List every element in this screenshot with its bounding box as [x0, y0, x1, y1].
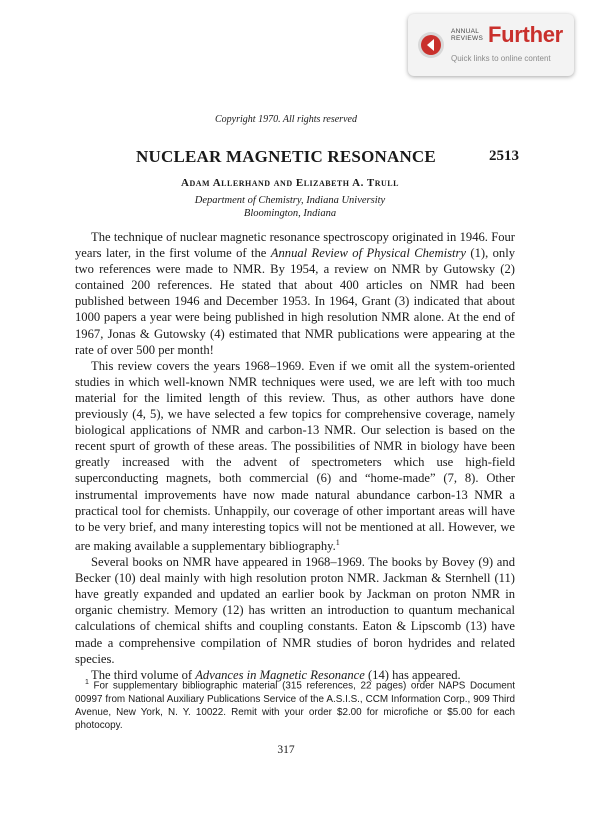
footnote-mark: 1	[85, 679, 89, 686]
article-number: 2513	[489, 148, 519, 164]
book-title: Advances in Magnetic Resonance	[195, 667, 365, 682]
footnote: $^1$ For supplementary bibliographic material (315 references, 22 pages) order NAPS Document 00997 from National Auxiliary Publications Service of the A.S.I.S., CCM Information Corp., 909 Third Avenue, New York, N. Y. 10022. Remit with your order $2.00 for microfiche or $5.00 for each photocopy.	[75, 679, 515, 731]
authors: Adam Allerhand and Elizabeth A. Trull	[181, 177, 399, 189]
affiliation-department: Department of Chemistry, Indiana University	[194, 195, 386, 206]
further-brand[interactable]: Further	[488, 22, 563, 47]
further-widget[interactable]	[408, 14, 574, 76]
further-subtitle: Quick links to online content	[451, 54, 551, 63]
article-title: NUCLEAR MAGNETIC RESONANCE	[136, 147, 436, 166]
annual-reviews-logo: ANNUAL REVIEWS	[451, 28, 484, 42]
footnote-ref[interactable]: 1	[335, 537, 340, 547]
journal-title: Annual Review of Physical Chemistry	[270, 246, 466, 261]
play-circle-icon[interactable]	[418, 32, 444, 58]
page-folio: 317	[277, 744, 295, 756]
paragraph-2: This review covers the years 1968–1969. Even if we omit all the system-oriented studies in which well-known NMR techniques were used, we are left with too much material for the limited length of this review. Thus, as other authors have done previously (4, 5), we have selected a few topics for comprehensive coverage, namely biological applications of NMR and carbon-13 NMR. Our selection is based on the recent spurt of growth of these areas. The possibilities of NMR in biology have been greatly increased with the advent of spectrometers which use high-field superconducting magnets, both commercial (6) and “home-made” (7, 8). Other instrumental improvements have now made natural abundance carbon-13 NMR a practical tool for chemists. Unhappily, our coverage of other important areas will have to be very brief, and many interesting topics will not be mentioned at all. However, we are making available a supplementary bibliography.$^1$	[75, 358, 515, 553]
paragraph-1: The technique of nuclear magnetic resonance spectroscopy originated in 1946. Four years later, in the first volume of the Annual Review of Physical Chemistry (1), only two references were made to NMR. By 1954, a review on NMR by Gutowsky (2) contained 200 references. He stated that about 400 articles on NMR had been published between 1946 and December 1953. In 1964, Grant (3) indicated that about 1000 papers a year were being published in high resolution NMR alone. At the end of 1967, Jonas & Gutowsky (4) estimated that NMR publications were appearing at the rate of over 500 per month!	[75, 230, 515, 357]
article-body	[75, 229, 515, 683]
affiliation-location: Bloomington, Indiana	[243, 208, 337, 219]
paragraph-3: Several books on NMR have appeared in 1968–1969. The books by Bovey (9) and Becker (10) deal mainly with high resolution proton NMR. Jackman & Sternhell (11) have greatly expanded and updated an earlier book by Jackman on proton NMR in organic chemistry. Memory (12) has written an introduction to quantum mechanical calculations of chemical shifts and coupling constants. Eaton & Lipscomb (13) have made a comprehensive compilation of NMR studies of boron hydrides and related species.	[75, 555, 515, 666]
paragraph-4: The third volume of Advances in Magnetic Resonance (14) has appeared.	[91, 667, 461, 682]
copyright-notice: Copyright 1970. All rights reserved	[215, 114, 357, 125]
